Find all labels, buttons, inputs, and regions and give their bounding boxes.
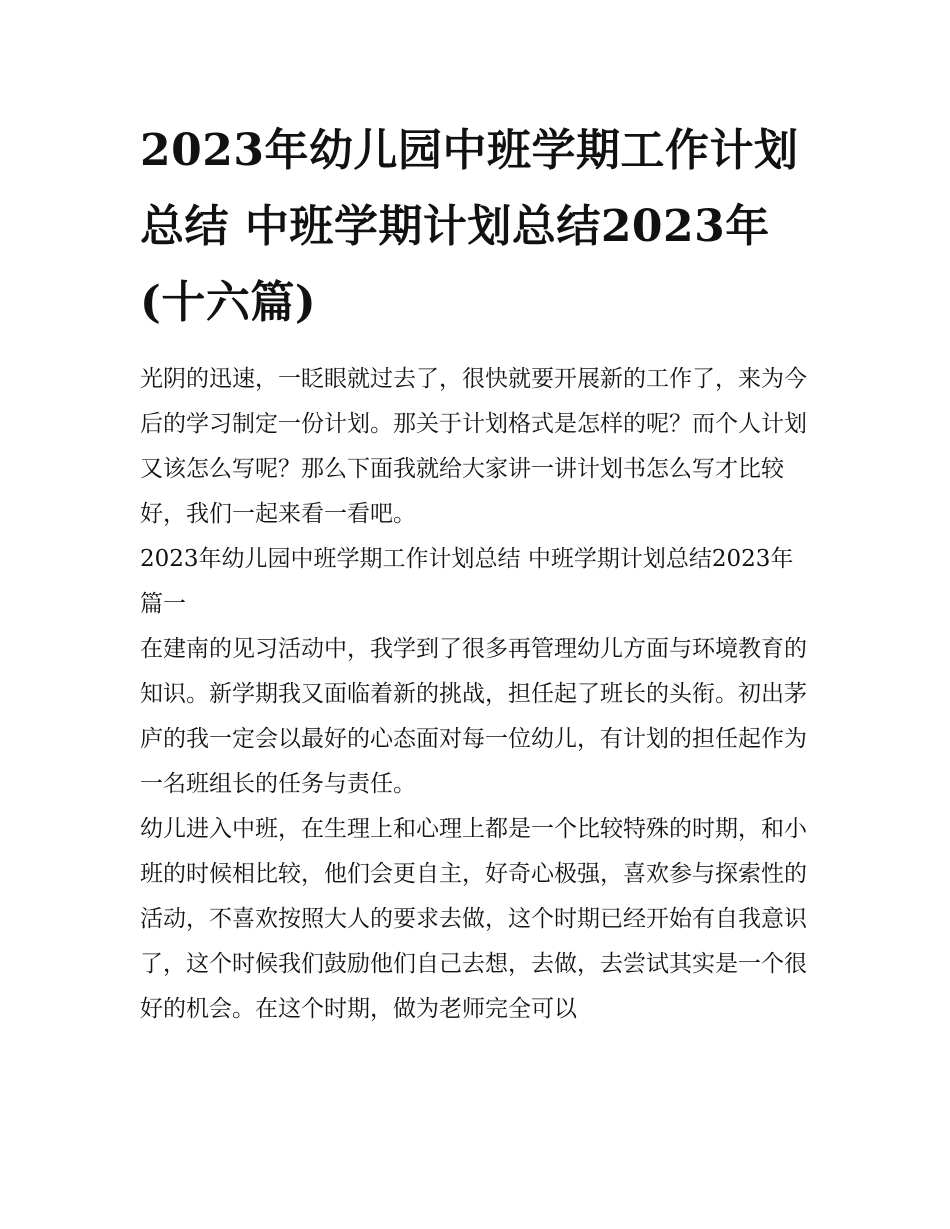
section-title: 2023年幼儿园中班学期工作计划总结 中班学期计划总结2023年篇一 bbox=[140, 546, 794, 617]
body-paragraph: 在建南的见习活动中，我学到了很多再管理幼儿方面与环境教育的知识。新学期我又面临着新的挑战，担任起了班长的头衔。初出茅庐的我一定会以最好的心态面对每一位幼儿，有计划的担任起作为一名班组长的任务与责任。 bbox=[140, 636, 807, 797]
intro-paragraph: 光阴的迅速，一眨眼就过去了，很快就要开展新的工作了，来为今后的学习制定一份计划。那关于计划格式是怎样的呢？而个人计划又该怎么写呢？那么下面我就给大家讲一讲计划书怎么写才比较好，我们一起来看一看吧。 bbox=[140, 366, 807, 527]
document-title: 2023年幼儿园中班学期工作计划总结 中班学期计划总结2023年(十六篇) bbox=[140, 125, 799, 328]
body-paragraph: 幼儿进入中班，在生理上和心理上都是一个比较特殊的时期，和小班的时候相比较，他们会更自主，好奇心极强，喜欢参与探索性的活动，不喜欢按照大人的要求去做，这个时期已经开始有自我意识了，这个时候我们鼓励他们自己去想，去做，去尝试其实是一个很好的机会。在这个时期，做为老师完全可以 bbox=[140, 816, 807, 1022]
document-content bbox=[140, 113, 812, 1032]
